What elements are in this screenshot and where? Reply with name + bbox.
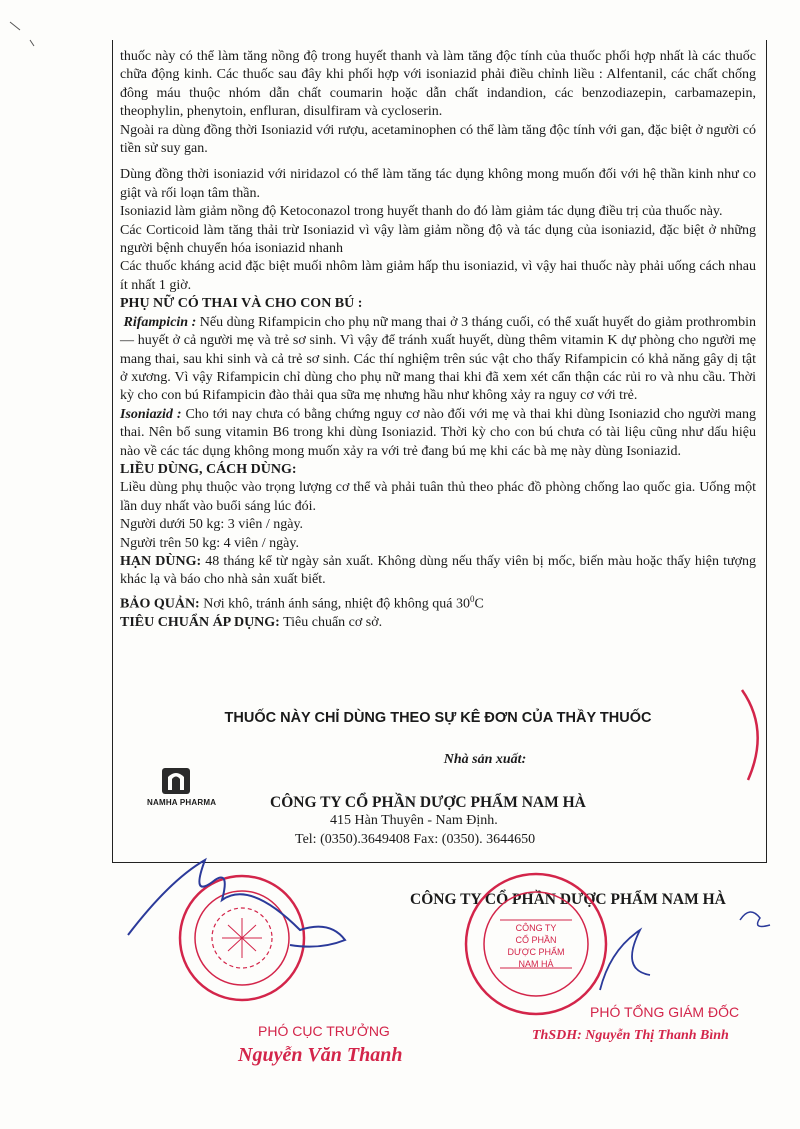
isoniazid-label: Isoniazid : xyxy=(120,406,182,422)
paragraph: Các Corticoid làm tăng thải trừ Isoniazid vì vậy làm giảm nồng độ và tác dụng của isoniazid, đặc biệt ở những người bệnh chuyển hóa isoniazid nhanh xyxy=(120,222,756,257)
signatory-company: CÔNG TY CỔ PHẦN DƯỢC PHẨM NAM HÀ xyxy=(410,891,726,908)
left-signatory-title: PHÓ CỤC TRƯỞNG xyxy=(258,1023,390,1039)
stamp-line: NAM HÀ xyxy=(518,959,554,969)
company-phone: Tel: (0350).3649408 Fax: (0350). 3644650 xyxy=(295,832,536,847)
dosage-heading: LIỀU DÙNG, CÁCH DÙNG: xyxy=(120,461,297,477)
pregnancy-heading: PHỤ NỮ CÓ THAI VÀ CHO CON BÚ : xyxy=(120,296,363,312)
rifampicin-text: Nếu dùng Rifampicin cho phụ nữ mang thai ở 3 tháng cuối, có thể xuất huyết do giảm prothrombin — huyết ở cả người mẹ và trẻ sơ sinh. Vì vậy để tránh xuất huyết, dùng thêm vitamin K dự phòng cho người mẹ mang thai, sau khi sinh và cả trẻ sơ sinh. Các thí nghiệm trên súc vật cho thấy Rifampicin có khả năng gây dị tật ở xương. Vì vậy Rifampicin chỉ dùng cho phụ nữ mang thai khi đã xem xét cẩn thận các rủi ro và nhu cầu. Thời kỳ cho con bú Rifampicin đào thải qua sữa mẹ nhưng hầu như không xảy ra nguy cơ với trẻ. xyxy=(120,314,756,404)
paragraph: Isoniazid làm giảm nồng độ Ketoconazol trong huyết thanh do đó làm giảm tác dụng điều trị của thuốc này. xyxy=(120,204,723,220)
degree-sup: 0 xyxy=(470,593,475,604)
paragraph: Ngoài ra dùng đồng thời Isoniazid với rượu, acetaminophen có thể làm tăng độc tính với gan, đặc biệt ở người có tiền sử suy gan. xyxy=(120,122,756,157)
stamp-line: CÔNG TY xyxy=(515,923,557,933)
storage-unit: C xyxy=(474,596,484,612)
logo-text: NAMHA PHARMA xyxy=(147,798,217,807)
dose-over-50: Người trên 50 kg: 4 viên / ngày. xyxy=(120,535,299,551)
dose-under-50: Người dưới 50 kg: 3 viên / ngày. xyxy=(120,517,304,533)
prescription-notice: THUỐC NÀY CHỈ DÙNG THEO SỰ KÊ ĐƠN CỦA THẦY THUỐC xyxy=(224,710,652,726)
left-signatory-name: Nguyễn Văn Thanh xyxy=(238,1044,403,1066)
standard-label: TIÊU CHUẨN ÁP DỤNG: xyxy=(120,614,280,630)
company-name: CÔNG TY CỔ PHẦN DƯỢC PHẨM NAM HÀ xyxy=(270,794,586,811)
standard-text: Tiêu chuẩn cơ sở. xyxy=(279,614,383,630)
storage-label: BẢO QUẢN: xyxy=(120,596,200,612)
expiry-text: 48 tháng kể từ ngày sản xuất. Không dùng nếu thấy viên bị mốc, biến màu hoặc thấy hiện tượng khác lạ và báo cho nhà sản xuất biết. xyxy=(120,553,756,588)
paragraph: thuốc này có thể làm tăng nồng độ trong huyết thanh và làm tăng độc tính của thuốc phối hợp nhất là các thuốc chữa động kinh. Các thuốc sau đây khi phối hợp với isoniazid phải điều chỉnh liều : Alfentanil, các chất chống đông máu thuộc nhóm dẫn chất coumarin hoặc dẫn chất indandion, các benzodiazepin, carbamazepin, theophylin, phenytoin, enfluran, disulfiram và cycloserin. xyxy=(120,49,756,120)
dosage-text: Liều dùng phụ thuộc vào trọng lượng cơ thể và phải tuân thủ theo phác đồ phòng chống lao quốc gia. Uống một lần duy nhất vào buổi sáng lúc đói. xyxy=(120,480,756,514)
stamp-line: CỔ PHẦN xyxy=(515,935,557,945)
manufacturer-label: Nhà sản xuất: xyxy=(443,752,527,767)
right-signatory-name: ThSDH: Nguyễn Thị Thanh Bình xyxy=(532,1028,729,1043)
expiry-label: HẠN DÙNG: xyxy=(120,553,202,569)
isoniazid-text: Cho tới nay chưa có bằng chứng nguy cơ nào đối với mẹ và thai khi dùng Isoniazid cho người mang thai. Nên bổ sung vitamin B6 trong khi dùng Isoniazid. Thời kỳ cho con bú chưa có tài liệu cũng như dấu hiệu nào về các tác dụng không mong muốn xảy ra với trẻ đang bú mẹ khi các bà mẹ này dùng Isoniazid. xyxy=(120,406,756,459)
paragraph: Dùng đồng thời isoniazid với niridazol có thể làm tăng tác dụng không mong muốn đối với hệ thần kinh như co giật và rối loạn tâm thần. xyxy=(120,167,756,201)
storage-text: Nơi khô, tránh ánh sáng, nhiệt độ không quá 30 xyxy=(199,596,470,612)
company-address: 415 Hàn Thuyên - Nam Định. xyxy=(330,813,498,828)
right-signatory-title: PHÓ TỔNG GIÁM ĐỐC xyxy=(590,1004,740,1020)
stamp-line: DƯỢC PHẨM xyxy=(507,947,565,957)
paragraph: Các thuốc kháng acid đặc biệt muối nhôm làm giảm hấp thu isoniazid, vì vậy hai thuốc này phải uống cách nhau ít nhất 1 giờ. xyxy=(120,259,756,293)
rifampicin-label: Rifampicin : xyxy=(123,314,197,330)
